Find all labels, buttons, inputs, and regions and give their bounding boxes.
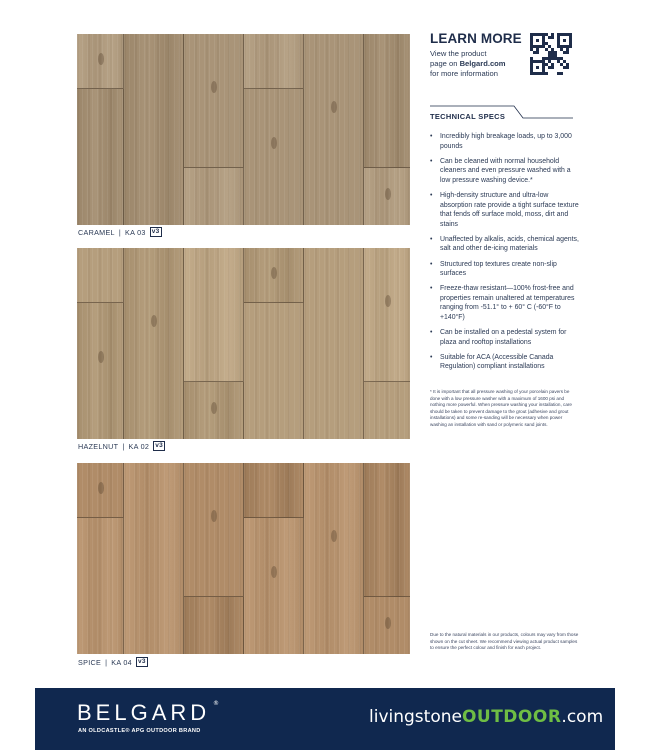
spec-item: • Suitable for ACA (Accessible Canada Regulation) compliant installations [430,353,580,372]
swatch-code: KA 02 [128,441,150,451]
learn-more-text [430,49,506,79]
wood-grain [244,463,303,517]
learn-more-line2-prefix: page on [430,59,460,68]
wood-grain [364,382,410,439]
wood-grain [124,248,183,439]
wood-plank [77,463,124,518]
wood-grain [184,248,243,381]
wood-knot [385,188,391,200]
wood-grain [364,34,410,167]
spec-item: • Unaffected by alkalis, acids, chemical agents, salt and other de-icing materials [430,235,580,254]
wood-plank [77,303,124,439]
site-accent: OUTDOOR [461,707,562,727]
wood-grain [244,303,303,439]
v3-badge: v3 [151,228,160,235]
registered-mark: ® [213,700,219,707]
wood-plank [184,382,244,439]
wood-grain [304,248,363,439]
learn-more-line3: for more information [430,69,498,78]
wood-plank [244,303,304,439]
pressure-washing-footnote: * It is important that all pressure washing of your porcelain pavers be done with a low pressure washer with a maximum of 1600 psi and nothing more powerful. When pressure washing your installation, care should be taken to prevent damage to the grout (adhesive and grout installations) and some re-sanding will be necessary when power washing an installation with sand or polymeric sand joints. [430,389,572,427]
wood-grain [184,597,243,654]
wood-plank [244,89,304,225]
wood-plank [304,248,364,439]
wood-plank [184,34,244,168]
technical-specs-header [430,105,573,125]
qr-code-icon[interactable] [530,33,572,76]
wood-plank [124,34,184,225]
wood-grain [184,34,243,167]
wood-knot [151,315,157,327]
swatch-label-spice [78,657,148,667]
wood-knot [331,530,337,542]
wood-grain [77,303,123,439]
wood-plank [364,34,410,168]
wood-grain [77,518,123,654]
wood-plank [77,89,124,225]
wood-plank [77,34,124,89]
footer-band [35,688,615,750]
swatch-name: HAZELNUT [78,441,119,451]
wood-knot [211,510,217,522]
wood-grain [364,463,410,596]
wood-plank [304,463,364,654]
label-separator: | [122,441,125,451]
wood-grain [244,89,303,225]
wood-knot [211,81,217,93]
wood-plank [244,518,304,654]
wood-plank [244,34,304,89]
learn-more-line2 [430,59,506,69]
spec-item: • Can be installed on a pedestal system for plaza and rooftop installations [430,328,580,347]
wood-grain [364,248,410,381]
swatch-label-hazelnut [78,441,165,451]
wood-plank [184,248,244,382]
wood-knot [98,351,104,363]
site-suffix: .com [561,707,604,727]
wood-plank [184,168,244,225]
wood-plank [124,463,184,654]
wood-plank [364,597,410,654]
wood-grain [184,168,243,225]
wood-grain [77,89,123,225]
swatch-image-hazelnut [77,248,410,439]
wood-plank [124,248,184,439]
wood-plank [77,248,124,303]
belgard-logo: BELGARD [77,700,211,725]
wood-knot [385,617,391,629]
wood-grain [244,34,303,88]
spec-item: • Structured top textures create non-slip surfaces [430,260,580,279]
wood-grain [244,518,303,654]
swatch-code: KA 04 [111,657,132,667]
v3-badge: v3 [137,658,146,665]
swatch-code: KA 03 [125,227,146,237]
swatch-image-spice [77,463,410,654]
wood-plank [244,463,304,518]
wood-knot [211,402,217,414]
swatch-name: SPICE [78,657,102,667]
wood-grain [124,34,183,225]
wood-plank [184,597,244,654]
swatch-name: CARAMEL [78,227,115,237]
technical-specs-list [430,132,580,377]
wood-plank [184,463,244,597]
wood-plank [77,518,124,654]
site-prefix: livingstone [369,707,462,727]
wood-plank [364,248,410,382]
learn-more-title: LEARN MORE [430,31,522,46]
technical-specs-title: TECHNICAL SPECS [430,112,506,121]
swatch-image-caramel [77,34,410,225]
belgard-link[interactable]: Belgard.com [459,59,506,68]
swatch-label-caramel [78,227,162,237]
wood-grain [304,463,363,654]
wood-grain [77,248,123,302]
learn-more-line1: View the product [430,49,487,58]
wood-knot [331,101,337,113]
spec-item: • Freeze-thaw resistant—100% frost-free and properties remain unaltered at temperatures ranging from -51.1° to + 60° C (-60°F to +140°F) [430,284,580,322]
wood-knot [385,295,391,307]
wood-grain [184,463,243,596]
wood-plank [364,463,410,597]
spec-item: • High-density structure and ultra-low absorption rate provide a tight surface texture that fends off surface mold, moss, dirt and stains [430,191,580,229]
wood-plank [364,382,410,439]
brand-tagline: AN OLDCASTLE® APG OUTDOOR BRAND [78,728,201,734]
spec-item: • Incredibly high breakage loads, up to 3,000 pounds [430,132,580,151]
wood-knot [271,566,277,578]
wood-grain [124,463,183,654]
label-separator: | [118,227,122,237]
wood-plank [244,248,304,303]
v3-badge: v3 [155,442,164,449]
livingstone-outdoor-url[interactable] [369,707,603,727]
label-separator: | [105,657,108,667]
spec-item: • Can be cleaned with normal household cleaners and even pressure washed with a low pressure washing device.* [430,157,580,186]
colour-disclaimer: Due to the natural materials in our products, colours may vary from those shown on the cut sheet. We recommend viewing actual product samples to ensure the perfect colour and finish for each project. [430,632,579,650]
wood-knot [271,137,277,149]
wood-grain [304,34,363,225]
wood-plank [304,34,364,225]
wood-plank [364,168,410,225]
